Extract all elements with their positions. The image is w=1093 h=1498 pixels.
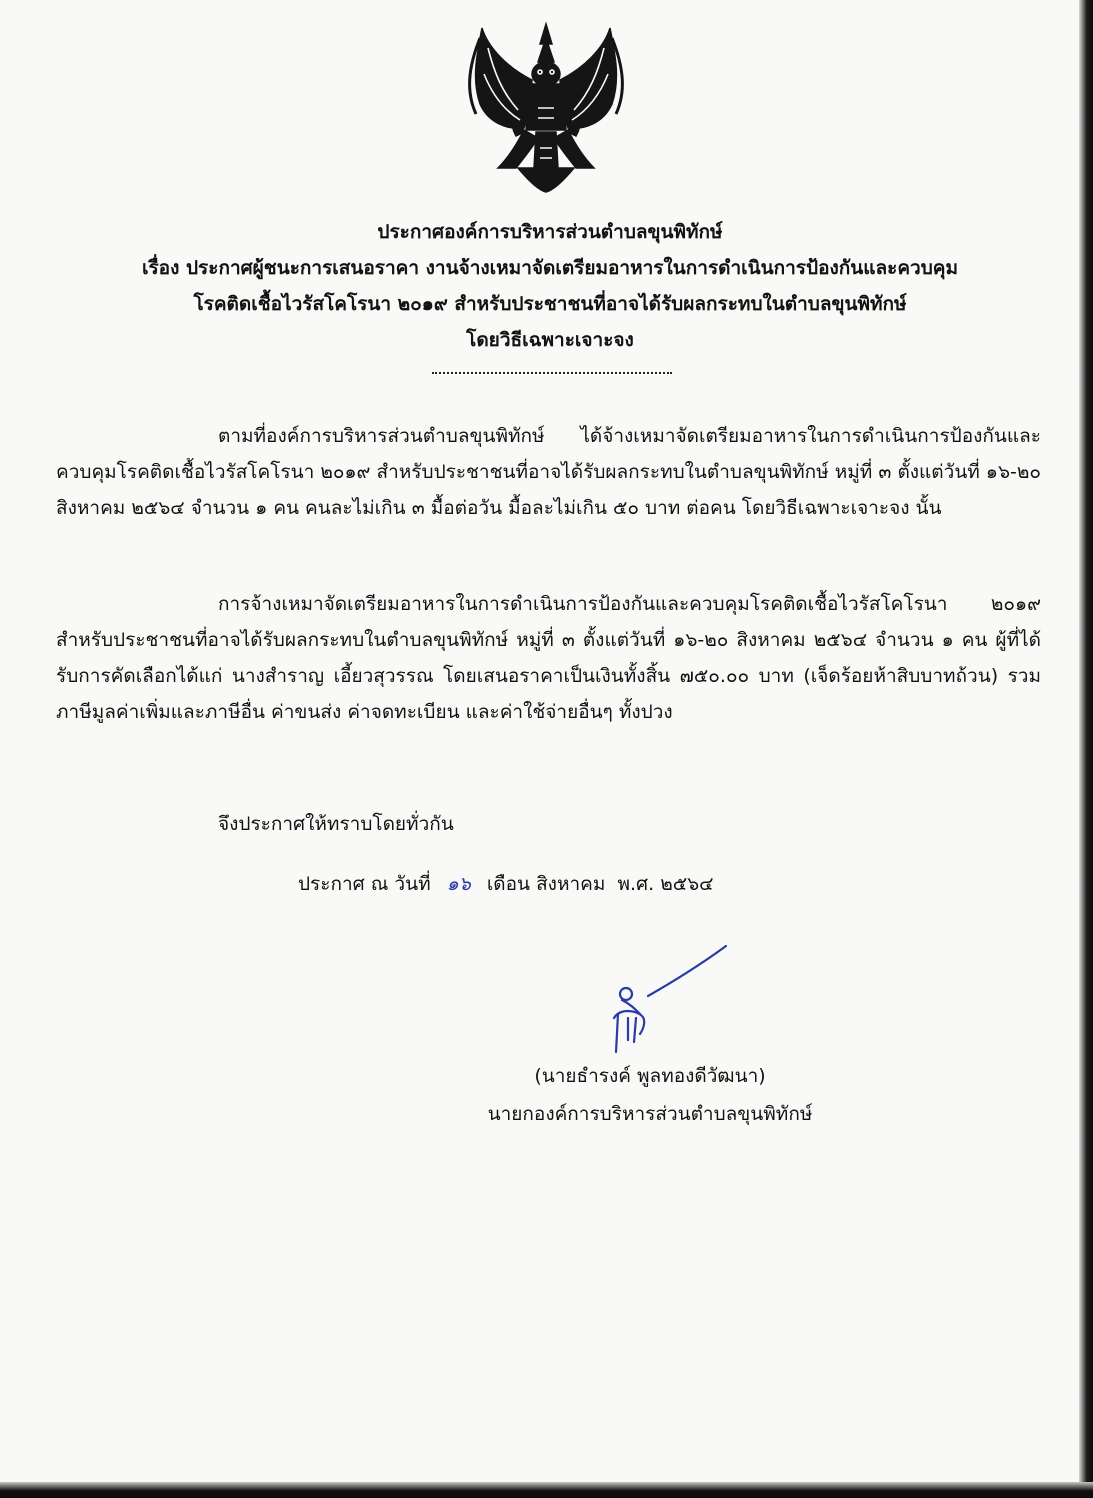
heading-line-1: ประกาศองค์การบริหารส่วนตำบลขุนพิทักษ์: [377, 221, 723, 243]
heading-subject-line: เรื่อง ประกาศผู้ชนะการเสนอราคา งานจ้างเหมาจัดเตรียมอาหารในการดำเนินการป้องกันและควบคุม: [141, 257, 959, 279]
announcement-date: [298, 866, 714, 902]
body-paragraph-2: การจ้างเหมาจัดเตรียมอาหารในการดำเนินการป้องกันและควบคุมโรคติดเชื้อไวรัสโคโรนา ๒๐๑๙ สำหรับประชาชนที่อาจได้รับผลกระทบในตำบลขุนพิทักษ์ หมู่ที่ ๓ ตั้งแต่วันที่ ๑๖-๒๐ สิงหาคม ๒๕๖๔ จำนวน ๑ คน ผู้ที่ได้รับการคัดเลือกได้แก่ นางสำราญ เอี้ยวสุวรรณ โดยเสนอราคาเป็นเงินทั้งสิ้น ๗๕๐.๐๐ บาท (เจ็ดร้อยห้าสิบบาทถ้วน) รวมภาษีมูลค่าเพิ่มและภาษีอื่น ค่าขนส่ง ค่าจดทะเบียน และค่าใช้จ่ายอื่นๆ ทั้งปวง: [56, 593, 1041, 723]
garuda-emblem-icon: [458, 18, 634, 194]
body-paragraph-1: ตามที่องค์การบริหารส่วนตำบลขุนพิทักษ์ ได้จ้างเหมาจัดเตรียมอาหารในการดำเนินการป้องกันและควบคุมโรคติดเชื้อไวรัสโคโรนา ๒๐๑๙ สำหรับประชาชนที่อาจได้รับผลกระทบในตำบลขุนพิทักษ์ หมู่ที่ ๓ ตั้งแต่วันที่ ๑๖-๒๐ สิงหาคม ๒๕๖๔ จำนวน ๑ คน คนละไม่เกิน ๓ มื้อต่อวัน มื้อละไม่เกิน ๕๐ บาท ต่อคน โดยวิธีเฉพาะเจาะจง นั้น: [56, 425, 1041, 519]
dotted-divider: [432, 372, 672, 374]
scan-edge-bottom: [0, 1482, 1093, 1498]
date-year: พ.ศ. ๒๕๖๔: [617, 873, 714, 895]
signer-name: (นายธำรงค์ พูลทองดีวัฒนา): [534, 1065, 766, 1087]
scan-edge-right: [1079, 0, 1093, 1498]
date-day-handwritten: ๑๖: [446, 873, 471, 895]
date-prefix: ประกาศ ณ วันที่: [298, 873, 431, 895]
heading-line-3: โรคติดเชื้อไวรัสโคโรนา ๒๐๑๙ สำหรับประชาชนที่อาจได้รับผลกระทบในตำบลขุนพิทักษ์: [193, 293, 907, 315]
heading-line-4: โดยวิธีเฉพาะเจาะจง: [466, 329, 634, 351]
date-month: เดือน สิงหาคม: [486, 873, 606, 895]
closing-statement: จึงประกาศให้ทราบโดยทั่วกัน: [218, 813, 454, 835]
signer-title: นายกองค์การบริหารส่วนตำบลขุนพิทักษ์: [487, 1103, 813, 1125]
handwritten-signature: [600, 930, 750, 1070]
